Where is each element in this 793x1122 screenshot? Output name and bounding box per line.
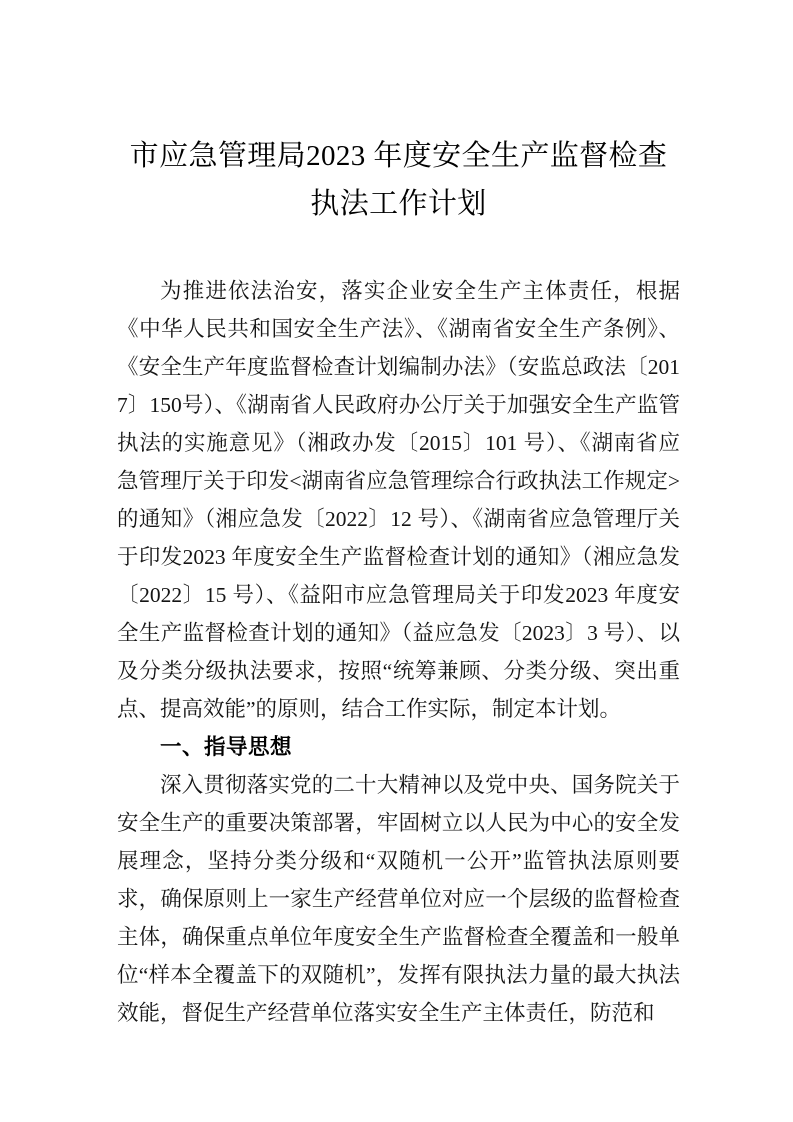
document-title-line-2: 执法工作计划 [310, 188, 487, 220]
paragraph-guiding-ideology: 深入贯彻落实党的二十大精神以及党中央、国务院关于安全生产的重要决策部署，牢固树立以人民为中心的安全发展理念，坚持分类分级和“双随机一公开”监管执法原则要求，确保原则上一家生产经营单位对应一个层级的监督检查主体，确保重点单位年度安全生产监督检查全覆盖和一般单位“样本全覆盖下的双随机”，发挥有限执法力量的最大执法效能，督促生产经营单位落实安全生产主体责任，防范和 [117, 773, 680, 1025]
document-title-line-1: 市应急管理局2023 年度安全生产监督检查 [129, 140, 668, 172]
paragraph-preamble: 为推进依法治安，落实企业安全生产主体责任，根据《中华人民共和国安全生产法》、《湖南省安全生产条例》、《安全生产年度监督检查计划编制办法》（安监总政法〔2017〕150号）、《湖南省人民政府办公厅关于加强安全生产监管执法的实施意见》（湘政办发〔2015〕101 号）、《湖南省应急管理厅关于印发<湖南省应急管理综合行政执法工作规定>的通知》（湘应急发〔2022〕12 号）、《湖南省应急管理厅关于印发2023 年度安全生产监督检查计划的通知》（湘应急发〔2022〕15 号）、《益阳市应急管理局关于印发2023 年度安全生产监督检查计划的通知》（益应急发〔2023〕3 号）、以及分类分级执法要求，按照“统筹兼顾、分类分级、突出重点、提高效能”的原则，结合工作实际，制定本计划。 [117, 279, 680, 721]
page-content-area [117, 0, 680, 1032]
section-heading-guiding-ideology: 一、指导思想 [160, 735, 293, 759]
document-title [117, 0, 680, 228]
